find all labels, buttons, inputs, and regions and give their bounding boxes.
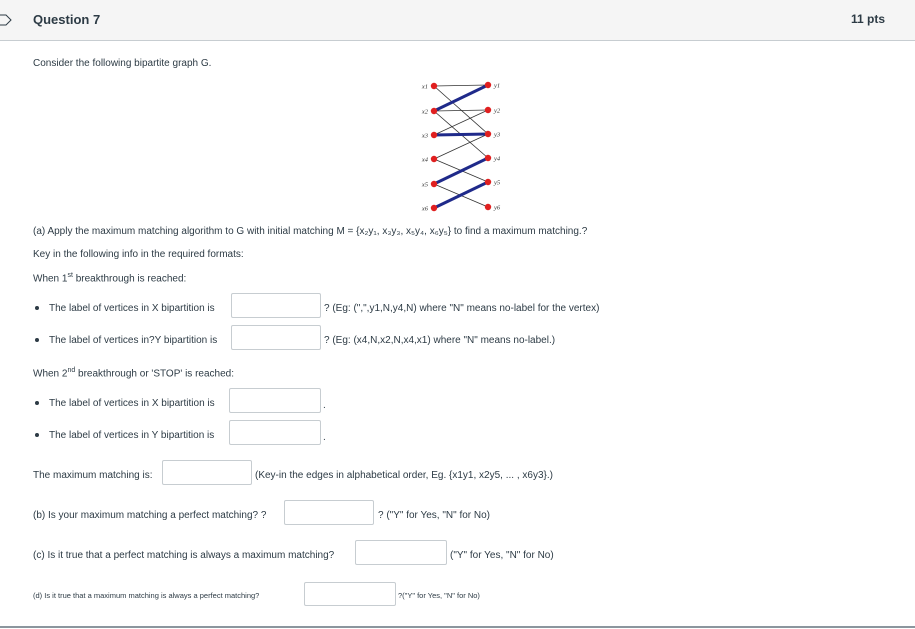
vertex-x2 [431, 108, 437, 114]
answer-input-a1[interactable] [231, 293, 321, 318]
vertex-x1 [431, 83, 437, 89]
vertex-label-x1: x1 [421, 83, 428, 91]
matching-edge-x6-y5 [434, 182, 488, 208]
period: . [323, 432, 326, 443]
answer-input-a2[interactable] [231, 325, 321, 350]
vertex-label-y5: y5 [494, 179, 501, 187]
x-label-hint-1: ? (Eg: (",",y1,N,y4,N) where "N" means no-label for the vertex) [324, 303, 600, 314]
key-in-instructions: Key in the following info in the required formats: [33, 249, 244, 260]
graph-edges [434, 85, 488, 208]
x-label-question-2: The label of vertices in X bipartition is [49, 398, 215, 409]
vertex-y4 [485, 155, 491, 161]
answer-input-a3[interactable] [229, 388, 321, 413]
graph-labels [421, 83, 501, 213]
x-label-question-1: The label of vertices in X bipartition is [49, 303, 215, 314]
vertex-y5 [485, 179, 491, 185]
vertex-label-y4: y4 [494, 155, 501, 163]
vertex-label-y6: y6 [494, 204, 501, 212]
part-c-hint: ("Y" for Yes, "N" for No) [450, 550, 554, 561]
bullet [35, 433, 39, 437]
vertex-y2 [485, 107, 491, 113]
max-matching-label: The maximum matching is: [33, 470, 153, 481]
bipartite-graph [418, 74, 518, 214]
graph-edge-x1-y1 [434, 85, 488, 86]
vertex-label-y2: y2 [494, 107, 501, 115]
matching-edge-x2-y1 [434, 85, 488, 111]
vertex-label-y1: y1 [494, 82, 501, 90]
max-matching-hint: (Key-in the edges in alphabetical order, Eg. {x1y1, x2y5, ... , x6y3}.) [255, 470, 553, 481]
bullet [35, 306, 39, 310]
matching-edge-x3-y3 [434, 134, 488, 135]
intro-text: Consider the following bipartite graph G. [33, 58, 212, 69]
vertex-x6 [431, 205, 437, 211]
period: . [323, 400, 326, 411]
vertex-x4 [431, 156, 437, 162]
second-breakthrough-heading: When 2nd breakthrough or 'STOP' is reached: [33, 367, 234, 380]
vertex-label-y3: y3 [494, 131, 501, 139]
vertex-label-x4: x4 [421, 156, 428, 164]
vertex-label-x3: x3 [421, 132, 428, 140]
answer-input-b[interactable] [284, 500, 374, 525]
y-label-question-2: The label of vertices in Y bipartition is [49, 430, 215, 441]
y-label-hint-1: ? (Eg: (x4,N,x2,N,x4,x1) where "N" means no-label.) [324, 335, 556, 346]
vertex-label-x6: x6 [421, 205, 428, 213]
graph-edge-x2-y2 [434, 110, 488, 111]
graph-edge-x4-y3 [434, 134, 488, 159]
question-title: Question 7 [33, 12, 101, 27]
y-label-question-1: The label of vertices in?Y bipartition is [49, 335, 218, 346]
part-c-question: (c) Is it true that a perfect matching is always a maximum matching? [33, 550, 335, 561]
bullet [35, 338, 39, 342]
matching-edge-x5-y4 [434, 158, 488, 184]
part-b-question: (b) Is your maximum matching a perfect matching? ? [33, 510, 267, 521]
answer-input-d[interactable] [304, 582, 396, 606]
question-flag-icon [0, 14, 12, 26]
vertex-y6 [485, 204, 491, 210]
answer-input-max-matching[interactable] [162, 460, 252, 485]
part-d-question: (d) Is it true that a maximum matching is always a perfect matching? [33, 591, 260, 600]
first-breakthrough-heading: When 1st breakthrough is reached: [33, 272, 187, 285]
answer-input-a4[interactable] [229, 420, 321, 445]
vertex-y3 [485, 131, 491, 137]
vertex-x3 [431, 132, 437, 138]
graph-edge-x3-y2 [434, 110, 488, 135]
part-d-hint: ?("Y" for Yes, "N" for No) [398, 591, 480, 600]
part-a-prompt: (a) Apply the maximum matching algorithm to G with initial matching M = {x₂y₁, x₃y₃, x₅y₄, x₆y₅} to find a maximum matching.? [33, 226, 588, 237]
vertex-x5 [431, 181, 437, 187]
vertex-label-x5: x5 [421, 181, 428, 189]
answer-input-c[interactable] [355, 540, 447, 565]
vertex-y1 [485, 82, 491, 88]
question-header [0, 0, 915, 41]
question-points: 11 pts [850, 12, 885, 26]
bottom-divider [0, 626, 915, 628]
bullet [35, 401, 39, 405]
part-b-hint: ? ("Y" for Yes, "N" for No) [378, 510, 491, 521]
vertex-label-x2: x2 [421, 108, 428, 116]
